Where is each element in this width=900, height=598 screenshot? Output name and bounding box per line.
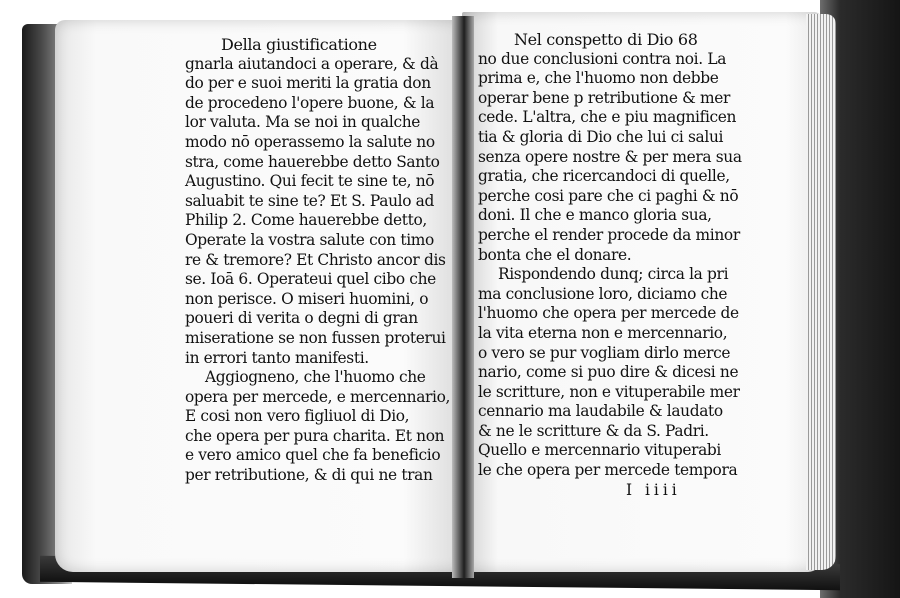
folio-number: 68 (677, 30, 698, 49)
text-line: Operate la vostra salute con timo (185, 230, 434, 249)
text-line: per retributione, & di qui ne tran (185, 466, 433, 485)
text-line: Rispondendo dunq; circa la pri (498, 265, 729, 284)
text-line: Quello e mercennario vituperabi (478, 441, 721, 460)
text-line: de procedeno l'opere buone, & la (185, 93, 435, 112)
text-line: tia & gloria di Dio che lui ci salui (478, 127, 724, 146)
text-line: & ne le scritture & da S. Padri. (478, 421, 709, 440)
text-line: cede. L'altra, che e piu magnificen (478, 108, 737, 127)
signature-mark: I iiii (626, 480, 681, 499)
text-line: gratia, che ricercandoci di quelle, (478, 167, 730, 186)
text-line: do per e suoi meriti la gratia don (185, 74, 431, 93)
text-line: perche el render procede da minor (478, 225, 740, 244)
text-line: nario, come si puo dire & dicesi ne (478, 363, 739, 382)
text-line: ma conclusione loro, diciamo che (478, 284, 728, 303)
running-head-left: Della giustificatione (221, 35, 377, 54)
text-line: che opera per pura charita. Et non (185, 426, 445, 445)
text-line: non perisce. O miseri huomini, o (185, 289, 429, 308)
text-line: in errori tanto manifesti. (185, 348, 369, 367)
text-line: modo nō operassemo la salute no (185, 132, 435, 151)
text-line: miseratione se non fussen proterui (185, 328, 446, 347)
text-line: l'huomo che opera per mercede de (478, 304, 739, 323)
text-line: le scritture, non e vituperabile mer (478, 382, 740, 401)
text-line: stra, come hauerebbe detto Santo (185, 152, 440, 171)
text-line: Aggiogneno, che l'huomo che (205, 368, 426, 387)
running-head-title: Nel conspetto di Dio (514, 30, 674, 49)
page-edges (806, 14, 836, 570)
text-line: senza opere nostre & per mera sua (478, 147, 742, 166)
book-gutter (452, 16, 474, 578)
right-page-text (478, 30, 740, 500)
text-line: saluabit te sine te? Et S. Paulo ad (185, 191, 434, 210)
text-line: opera per mercede, e mercennario, (185, 387, 451, 406)
text-line: doni. Il che e manco gloria sua, (478, 206, 712, 225)
text-line: bonta che el donare. (478, 245, 632, 264)
text-line: E cosi non vero figliuol di Dio, (185, 407, 410, 426)
text-line: no due conclusioni contra noi. La (478, 49, 727, 68)
text-line: operar bene p retributione & mer (478, 88, 731, 107)
text-line: o vero se pur vogliam dirlo merce (478, 343, 731, 362)
text-line: poueri di verita o degni di gran (185, 309, 418, 328)
text-line: gnarla aiutandoci a operare, & dà (185, 54, 439, 73)
text-line: re & tremore? Et Christo ancor dis (185, 250, 446, 269)
left-page-text (185, 35, 451, 486)
text-line: le che opera per mercede tempora (478, 461, 738, 480)
text-line: Philip 2. Come hauerebbe detto, (185, 211, 427, 230)
text-line: lor valuta. Ma se noi in qualche (185, 113, 421, 132)
text-line: Augustino. Qui fecit te sine te, nō (185, 172, 435, 191)
text-line: se. Ioā 6. Operateui quel cibo che (185, 270, 436, 289)
text-line: prima e, che l'huomo non debbe (478, 69, 719, 88)
text-line: e vero amico quel che fa beneficio (185, 446, 441, 465)
text-line: la vita eterna non e mercennario, (478, 323, 728, 342)
text-line: cennario ma laudabile & laudato (478, 402, 723, 421)
running-head-right (478, 30, 740, 50)
text-line: perche cosi pare che ci paghi & nō (478, 186, 739, 205)
